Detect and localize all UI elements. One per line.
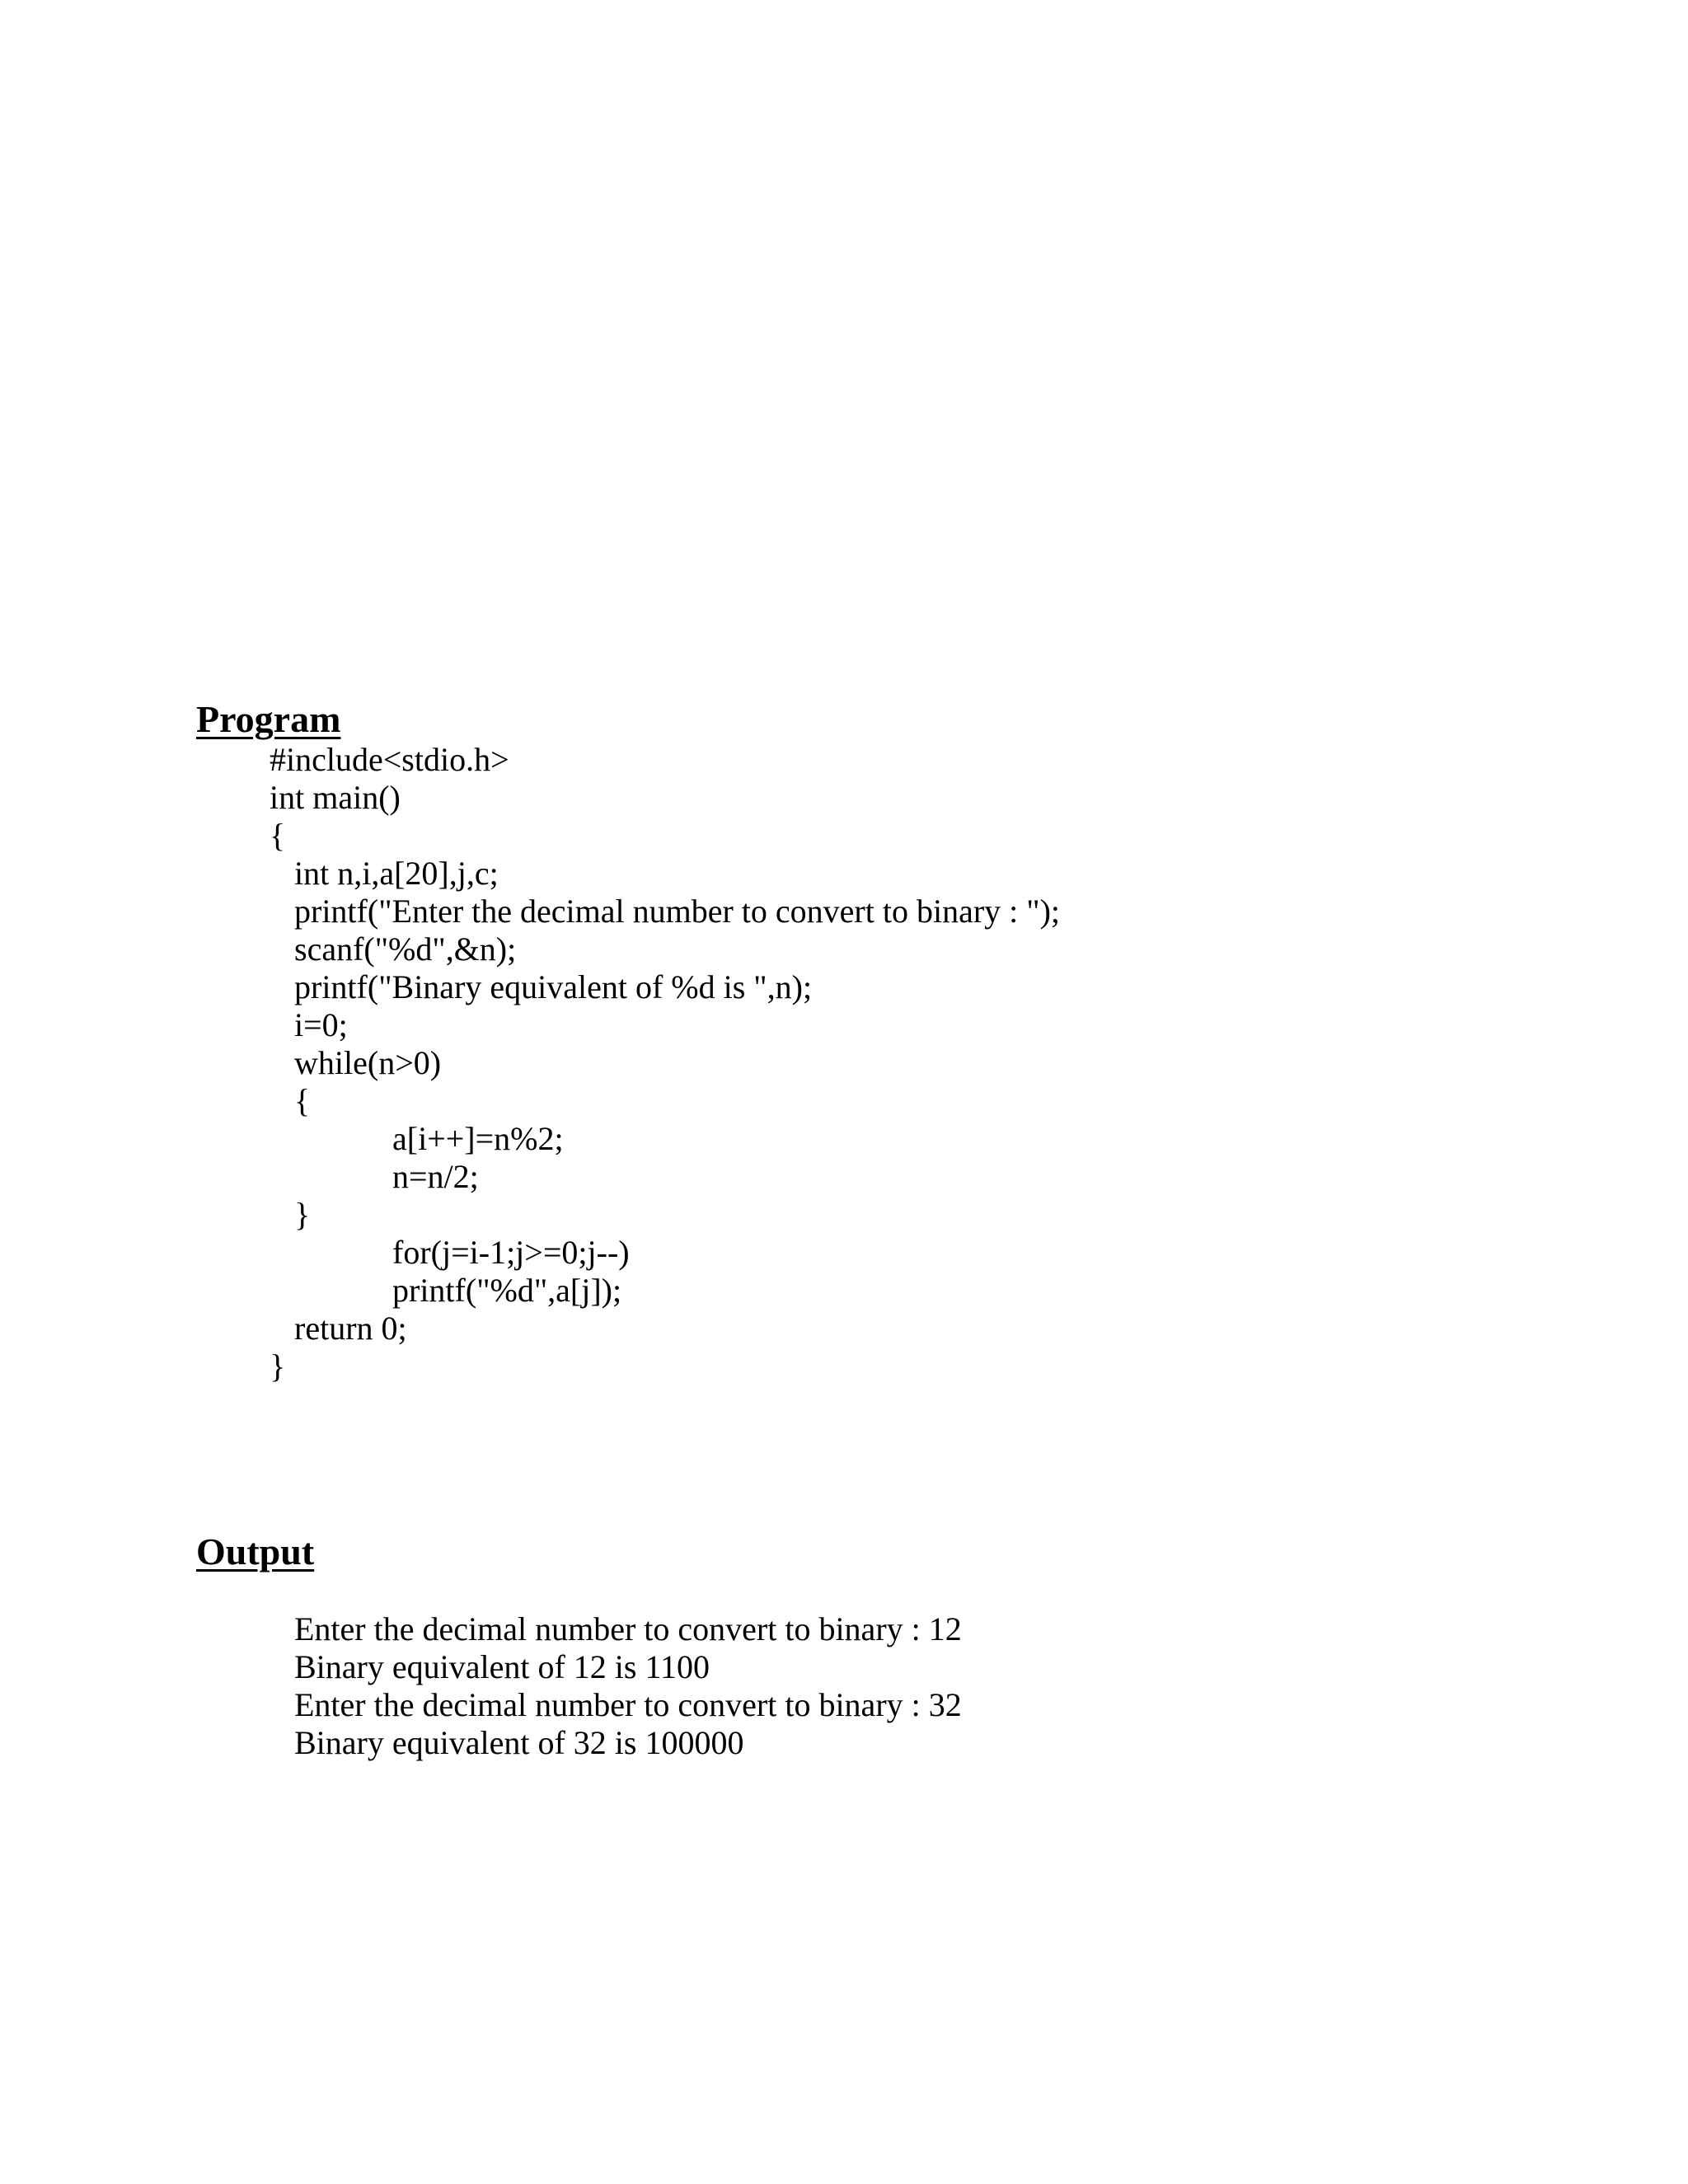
- output-heading: Output: [196, 1530, 315, 1572]
- code-line: printf("Binary equivalent of %d is ",n);: [294, 968, 813, 1005]
- code-line: int main(): [270, 779, 401, 816]
- output-line: Binary equivalent of 12 is 1100: [294, 1648, 710, 1685]
- output-line: Enter the decimal number to convert to binary : 12: [294, 1610, 962, 1647]
- code-line: int n,i,a[20],j,c;: [294, 855, 499, 892]
- code-line: printf("%d",a[j]);: [392, 1272, 622, 1309]
- code-line: a[i++]=n%2;: [392, 1120, 564, 1157]
- code-line: for(j=i-1;j>=0;j--): [392, 1234, 630, 1271]
- code-line: {: [294, 1082, 311, 1119]
- output-line: Binary equivalent of 32 is 100000: [294, 1724, 744, 1761]
- code-line: }: [270, 1347, 286, 1385]
- code-line: {: [270, 817, 286, 854]
- output-line: Enter the decimal number to convert to binary : 32: [294, 1686, 962, 1723]
- code-line: return 0;: [294, 1310, 407, 1347]
- code-line: scanf("%d",&n);: [294, 930, 517, 968]
- code-line: i=0;: [294, 1006, 348, 1043]
- code-line: n=n/2;: [392, 1158, 479, 1195]
- code-line: printf("Enter the decimal number to convert to binary : ");: [294, 893, 1061, 930]
- program-heading: Program: [196, 698, 341, 740]
- code-line: while(n>0): [294, 1044, 442, 1081]
- code-line: #include<stdio.h>: [270, 741, 509, 778]
- code-line: }: [294, 1196, 311, 1233]
